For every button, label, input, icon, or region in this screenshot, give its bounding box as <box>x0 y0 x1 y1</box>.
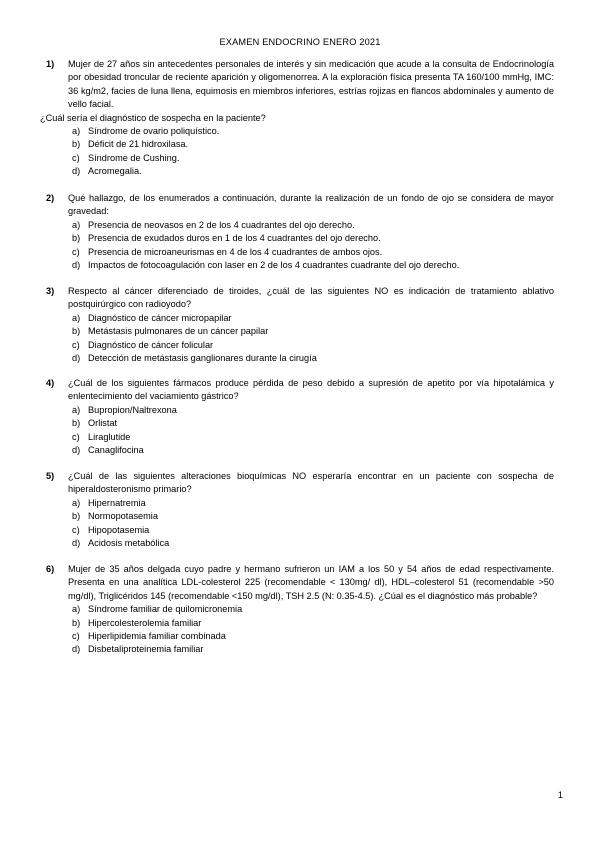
question-5-text: ¿Cuál de las siguientes alteraciones bioquímicas NO esperaría encontrar en un paciente con sospecha de hiperaldosteronismo primario? <box>68 471 554 495</box>
question-3-stem <box>46 285 554 312</box>
option-letter: c) <box>72 152 80 163</box>
question-1-options <box>46 125 554 179</box>
option-letter: b) <box>72 418 81 429</box>
option[interactable] <box>46 617 554 630</box>
option[interactable] <box>46 352 554 365</box>
option[interactable] <box>46 152 554 165</box>
question-2-text: Qué hallazgo, de los enumerados a continuación, durante la realización de un fondo de ojo se considera de mayor gravedad: <box>68 193 554 217</box>
option[interactable] <box>46 643 554 656</box>
option-letter: b) <box>72 139 81 150</box>
option-text: Déficit de 21 hidroxilasa. <box>88 139 189 150</box>
option-letter: a) <box>72 604 81 615</box>
option-letter: d) <box>72 353 81 364</box>
option[interactable] <box>46 312 554 325</box>
option-text: Hipercolesterolemia familiar <box>88 617 202 628</box>
option-letter: d) <box>72 538 81 549</box>
question-6 <box>46 563 554 657</box>
option[interactable] <box>46 138 554 151</box>
option-text: Acromegalia. <box>88 166 142 177</box>
question-5-options <box>46 497 554 551</box>
option-text: Normopotasemia <box>88 511 158 522</box>
question-2-stem <box>46 192 554 219</box>
option-text: Detección de metástasis ganglionares durante la cirugía <box>88 353 317 364</box>
option-text: Diagnóstico de cáncer micropapilar <box>88 312 232 323</box>
option-text: Orlistat <box>88 418 118 429</box>
question-1-prompt: ¿Cuál sería el diagnóstico de sospecha en la paciente? <box>40 112 266 123</box>
option[interactable] <box>46 537 554 550</box>
question-6-options <box>46 603 554 657</box>
question-6-stem <box>46 563 554 603</box>
option[interactable] <box>46 232 554 245</box>
question-4-text: ¿Cuál de los siguientes fármacos produce pérdida de peso debido a supresión de apetito por vía hipotalámica y enlentecimiento del vaciamiento gástrico? <box>68 378 554 402</box>
option-letter: b) <box>72 326 81 337</box>
option-text: Síndrome de Cushing. <box>88 152 180 163</box>
question-6-number: 6) <box>46 564 55 574</box>
option-text: Acidosis metabólica <box>88 538 170 549</box>
option-letter: d) <box>72 166 81 177</box>
question-1 <box>40 58 554 179</box>
option-text: Disbetaliproteinemia familiar <box>88 644 204 655</box>
option[interactable] <box>46 630 554 643</box>
question-3-options <box>46 312 554 366</box>
option-letter: c) <box>72 246 80 257</box>
option-text: Presencia de exudados duros en 1 de los 4 cuadrantes del ojo derecho. <box>88 233 381 244</box>
option-text: Liraglutide <box>88 431 131 442</box>
question-2-number: 2) <box>46 193 55 203</box>
option-letter: a) <box>72 497 81 508</box>
option[interactable] <box>46 125 554 138</box>
page-title: EXAMEN ENDOCRINO ENERO 2021 <box>219 37 381 47</box>
option-text: Bupropion/Naltrexona <box>88 404 177 415</box>
option-letter: b) <box>72 511 81 522</box>
option[interactable] <box>46 325 554 338</box>
question-3 <box>46 285 554 365</box>
option-letter: b) <box>72 233 81 244</box>
question-1-text: Mujer de 27 años sin antecedentes personales de interés y sin medicación que acude a la consulta de Endocrinología por obesidad troncular de reciente aparición y oligomenorrea. A la exploración física presenta TA 160/100 mmHg, IMC: 36 kg/m2, facies de luna llena, equimosis en miembros inferiores, estrías rojizas en flancos abdominales y aumento de vello facial. <box>68 59 554 110</box>
option-text: Metástasis pulmonares de un cáncer papilar <box>88 326 269 337</box>
option-letter: d) <box>72 644 81 655</box>
question-2 <box>46 192 554 272</box>
option-text: Presencia de neovasos en 2 de los 4 cuadrantes del ojo derecho. <box>88 219 355 230</box>
question-3-text: Respecto al cáncer diferenciado de tiroides, ¿cuál de las siguientes NO es indicación de tratamiento ablativo postquirúrgico con radioyodo? <box>68 286 554 310</box>
option[interactable] <box>46 165 554 178</box>
question-1-number: 1) <box>46 59 55 69</box>
option[interactable] <box>46 339 554 352</box>
question-1-stem <box>46 58 554 112</box>
option-text: Hipopotasemia <box>88 524 150 535</box>
page-number: 1 <box>557 790 563 800</box>
option-letter: c) <box>72 339 80 350</box>
option[interactable] <box>46 524 554 537</box>
option-text: Diagnóstico de cáncer folicular <box>88 339 214 350</box>
option-letter: b) <box>72 617 81 628</box>
option-letter: d) <box>72 260 81 271</box>
option-letter: a) <box>72 404 81 415</box>
question-4-stem <box>46 377 554 404</box>
question-5 <box>46 470 554 550</box>
option[interactable] <box>46 603 554 616</box>
option[interactable] <box>46 246 554 259</box>
option-letter: c) <box>72 631 80 642</box>
option-letter: d) <box>72 445 81 456</box>
option-text: Canaglifocina <box>88 445 144 456</box>
option-letter: a) <box>72 126 81 137</box>
option[interactable] <box>46 417 554 430</box>
option-letter: a) <box>72 219 81 230</box>
option[interactable] <box>46 497 554 510</box>
option-text: Impactos de fotocoagulación con laser en 2 de los 4 cuadrantes cuadrante del ojo derecho. <box>88 260 460 271</box>
option-text: Hipernatremia <box>88 497 146 508</box>
option-letter: c) <box>72 524 80 535</box>
question-6-text: Mujer de 35 años delgada cuyo padre y hermano sufrieron un IAM a los 50 y 54 años de edad respectivamente. Presenta en una analítica LDL-colesterol 225 (recomendable < 130mg/ dl), HDL–colesterol 51 (recomendable >50 mg/dl), Triglicéridos 145 (recomendable <150 mg/dl), TSH 2.5 (N: 0.35-4.5). ¿Cúal es el diagnóstico más probable? <box>68 564 554 601</box>
question-4 <box>46 377 554 457</box>
question-5-stem <box>46 470 554 497</box>
option-text: Síndrome de ovario poliquístico. <box>88 126 220 137</box>
question-2-options <box>46 219 554 273</box>
option[interactable] <box>46 444 554 457</box>
option[interactable] <box>46 219 554 232</box>
option-letter: a) <box>72 312 81 323</box>
option[interactable] <box>46 431 554 444</box>
option[interactable] <box>46 510 554 523</box>
question-5-number: 5) <box>46 471 55 481</box>
option[interactable] <box>46 404 554 417</box>
question-4-number: 4) <box>46 378 55 388</box>
question-4-options <box>46 404 554 458</box>
option-text: Presencia de microaneurismas en 4 de los 4 cuadrantes de ambos ojos. <box>88 246 383 257</box>
option-text: Hiperlipidemia familiar combinada <box>88 631 226 642</box>
option[interactable] <box>46 259 554 272</box>
option-letter: c) <box>72 431 80 442</box>
question-3-number: 3) <box>46 286 55 296</box>
option-text: Síndrome familiar de quilomicronemia <box>88 604 243 615</box>
